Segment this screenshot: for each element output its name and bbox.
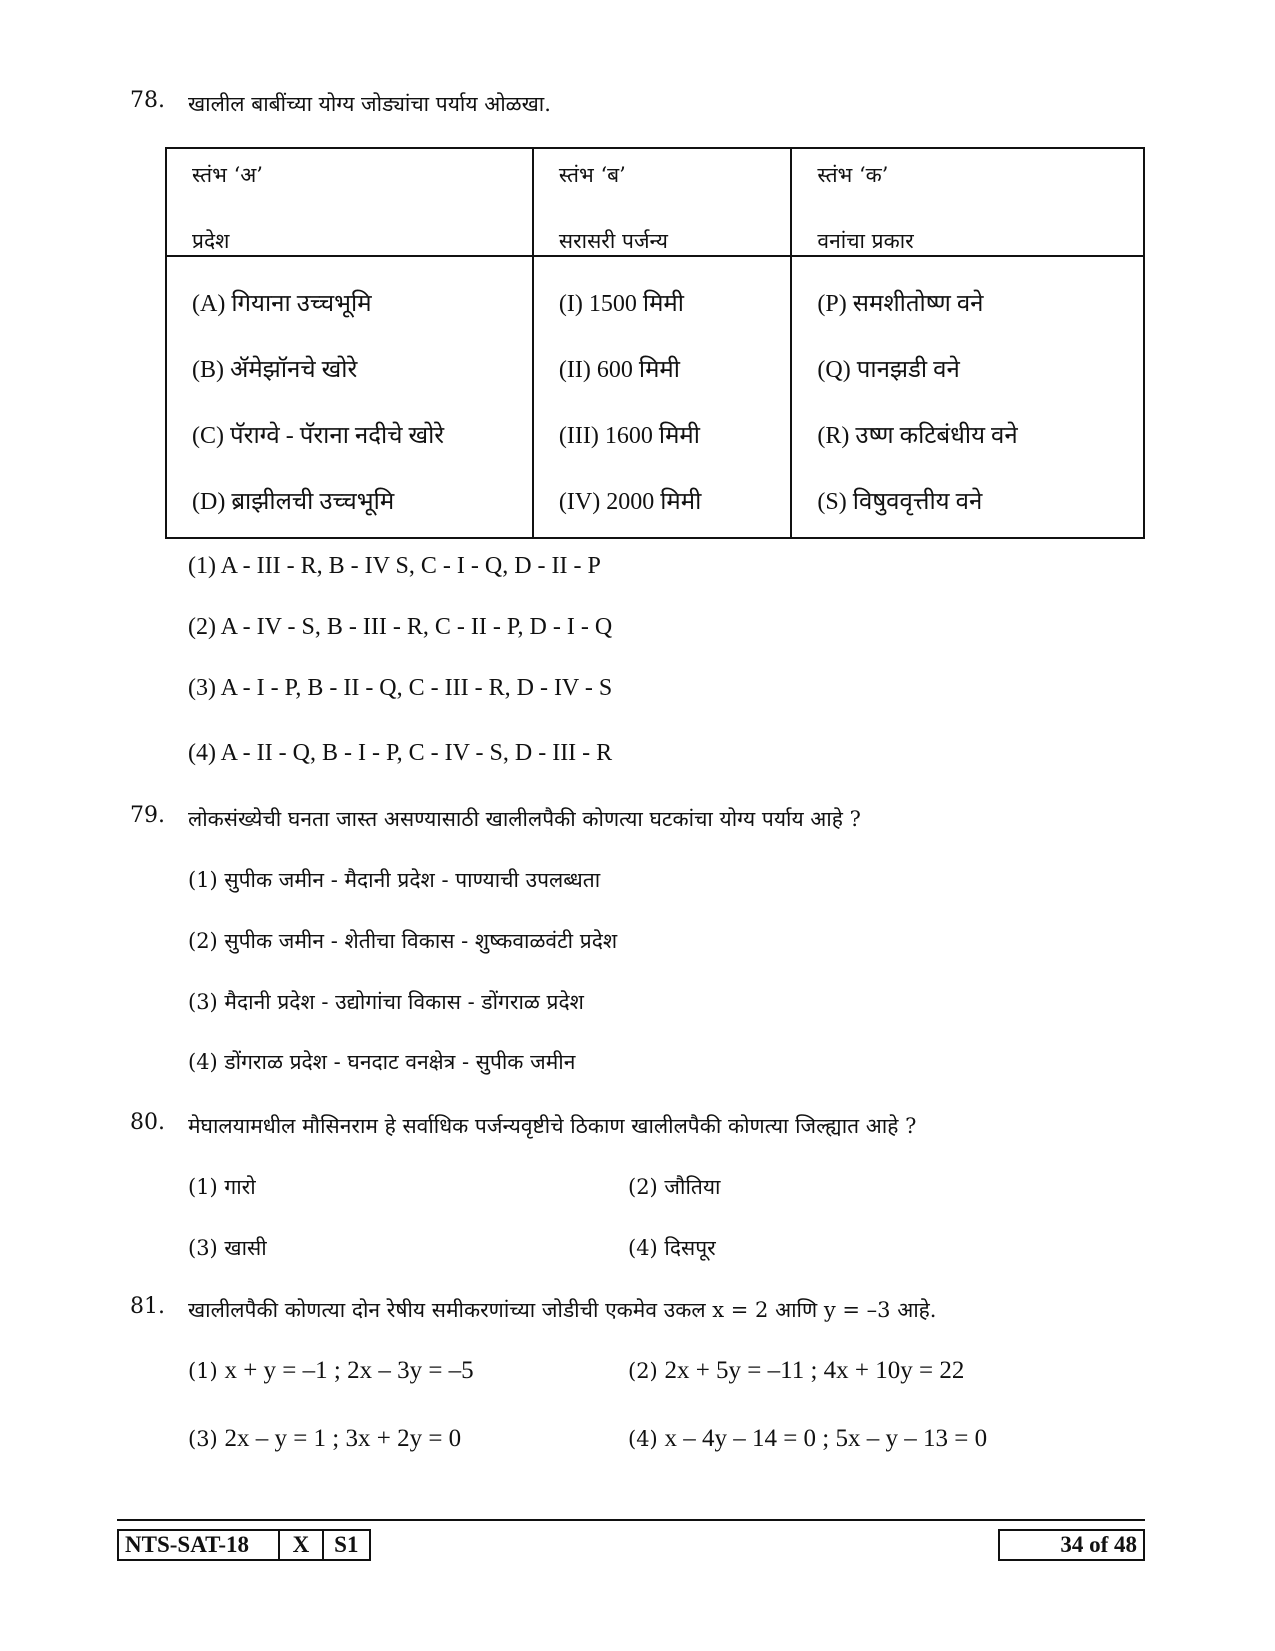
table-cell: (R) उष्ण कटिबंधीय वने [817,423,1018,449]
answer-option[interactable]: (3) खासी [188,1236,267,1260]
answer-option[interactable]: (2) सुपीक जमीन - शेतीचा विकास - शुष्कवाळवंटी प्रदेश [188,929,618,953]
answer-option[interactable]: (1) सुपीक जमीन - मैदानी प्रदेश - पाण्याची उपलब्धता [188,868,601,892]
question-text: लोकसंख्येची घनता जास्त असण्यासाठी खालीलपैकी कोणत्या घटकांचा योग्य पर्याय आहे ? [188,807,861,831]
answer-option[interactable]: (3) A - I - P, B - II - Q, C - III - R, D - IV - S [188,675,613,701]
answer-option[interactable]: (1) गारो [188,1175,256,1199]
table-cell: (I) 1500 मिमी [558,291,685,317]
equation: x + y = –1 ; 2x – 3y = –5 [224,1357,474,1384]
exam-code: NTS-SAT-18 [125,1532,249,1557]
question-number: 79. [130,803,165,828]
question-text: खालील बाबींच्या योग्य जोड्यांचा पर्याय ओळखा. [188,92,551,116]
class-code: X [278,1531,321,1559]
answer-option[interactable]: (4) दिसपूर [628,1236,716,1260]
answer-option[interactable]: (1) x + y = –1 ; 2x – 3y = –5 [188,1357,474,1384]
answer-option[interactable]: (3) मैदानी प्रदेश - उद्योगांचा विकास - डोंगराळ प्रदेश [188,990,584,1014]
answer-option[interactable]: (4) डोंगराळ प्रदेश - घनदाट वनक्षेत्र - सुपीक जमीन [188,1050,576,1074]
answer-option[interactable]: (2) जौतिया [628,1175,721,1199]
table-cell: (P) समशीतोष्ण वने [817,291,984,317]
equation: 2x – y = 1 ; 3x + 2y = 0 [224,1425,462,1452]
page-number-box [998,1529,1145,1561]
table-cell: (D) ब्राझीलची उच्चभूमि [192,489,395,515]
equation: x – 4y – 14 = 0 ; 5x – y – 13 = 0 [664,1425,988,1452]
question-number: 80. [130,1110,165,1135]
question-number: 78. [130,88,165,113]
column-a [166,256,533,538]
exam-code-box [117,1529,371,1561]
answer-option[interactable]: (2) 2x + 5y = –11 ; 4x + 10y = 22 [628,1357,965,1384]
footer-divider [117,1519,1145,1521]
answer-option[interactable]: (1) A - III - R, B - IV S, C - I - Q, D - II - P [188,553,601,579]
table-cell: (A) गियाना उच्चभूमि [192,291,372,317]
question-text: मेघालयामधील मौसिनराम हे सर्वाधिक पर्जन्यवृष्टीचे ठिकाण खालीलपैकी कोणत्या जिल्ह्यात आहे ? [188,1114,917,1138]
page-number: 34 of 48 [1060,1532,1137,1557]
table-cell: (IV) 2000 मिमी [558,489,702,515]
column-header-c: स्तंभ ‘क’ वनांचा प्रकार [791,148,1144,256]
answer-option[interactable]: (2) A - IV - S, B - III - R, C - II - P, D - I - Q [188,614,613,640]
table-cell: (II) 600 मिमी [558,357,680,383]
matching-table [165,147,1145,539]
set-code: S1 [322,1531,369,1559]
table-cell: (C) पॅराग्वे - पॅराना नदीचे खोरे [192,423,445,449]
table-cell: (B) ॲमेझॉनचे खोरे [192,357,358,383]
table-cell: (III) 1600 मिमी [558,423,700,449]
column-header-b: स्तंभ ‘ब’ सरासरी पर्जन्य [533,148,792,256]
answer-option[interactable]: (4) A - II - Q, B - I - P, C - IV - S, D - III - R [188,740,613,766]
question-number: 81. [130,1294,165,1319]
answer-option[interactable]: (4) x – 4y – 14 = 0 ; 5x – y – 13 = 0 [628,1425,988,1452]
table-cell: (S) विषुववृत्तीय वने [817,489,983,515]
column-header-a: स्तंभ ‘अ’ प्रदेश [166,148,533,256]
equation: 2x + 5y = –11 ; 4x + 10y = 22 [664,1357,965,1384]
table-cell: (Q) पानझडी वने [817,357,960,383]
answer-option[interactable]: (3) 2x – y = 1 ; 3x + 2y = 0 [188,1425,462,1452]
column-c [791,256,1144,538]
column-b [533,256,792,538]
question-text: खालीलपैकी कोणत्या दोन रेषीय समीकरणांच्या जोडीची एकमेव उकल x = 2 आणि y = –3 आहे. [188,1298,937,1322]
